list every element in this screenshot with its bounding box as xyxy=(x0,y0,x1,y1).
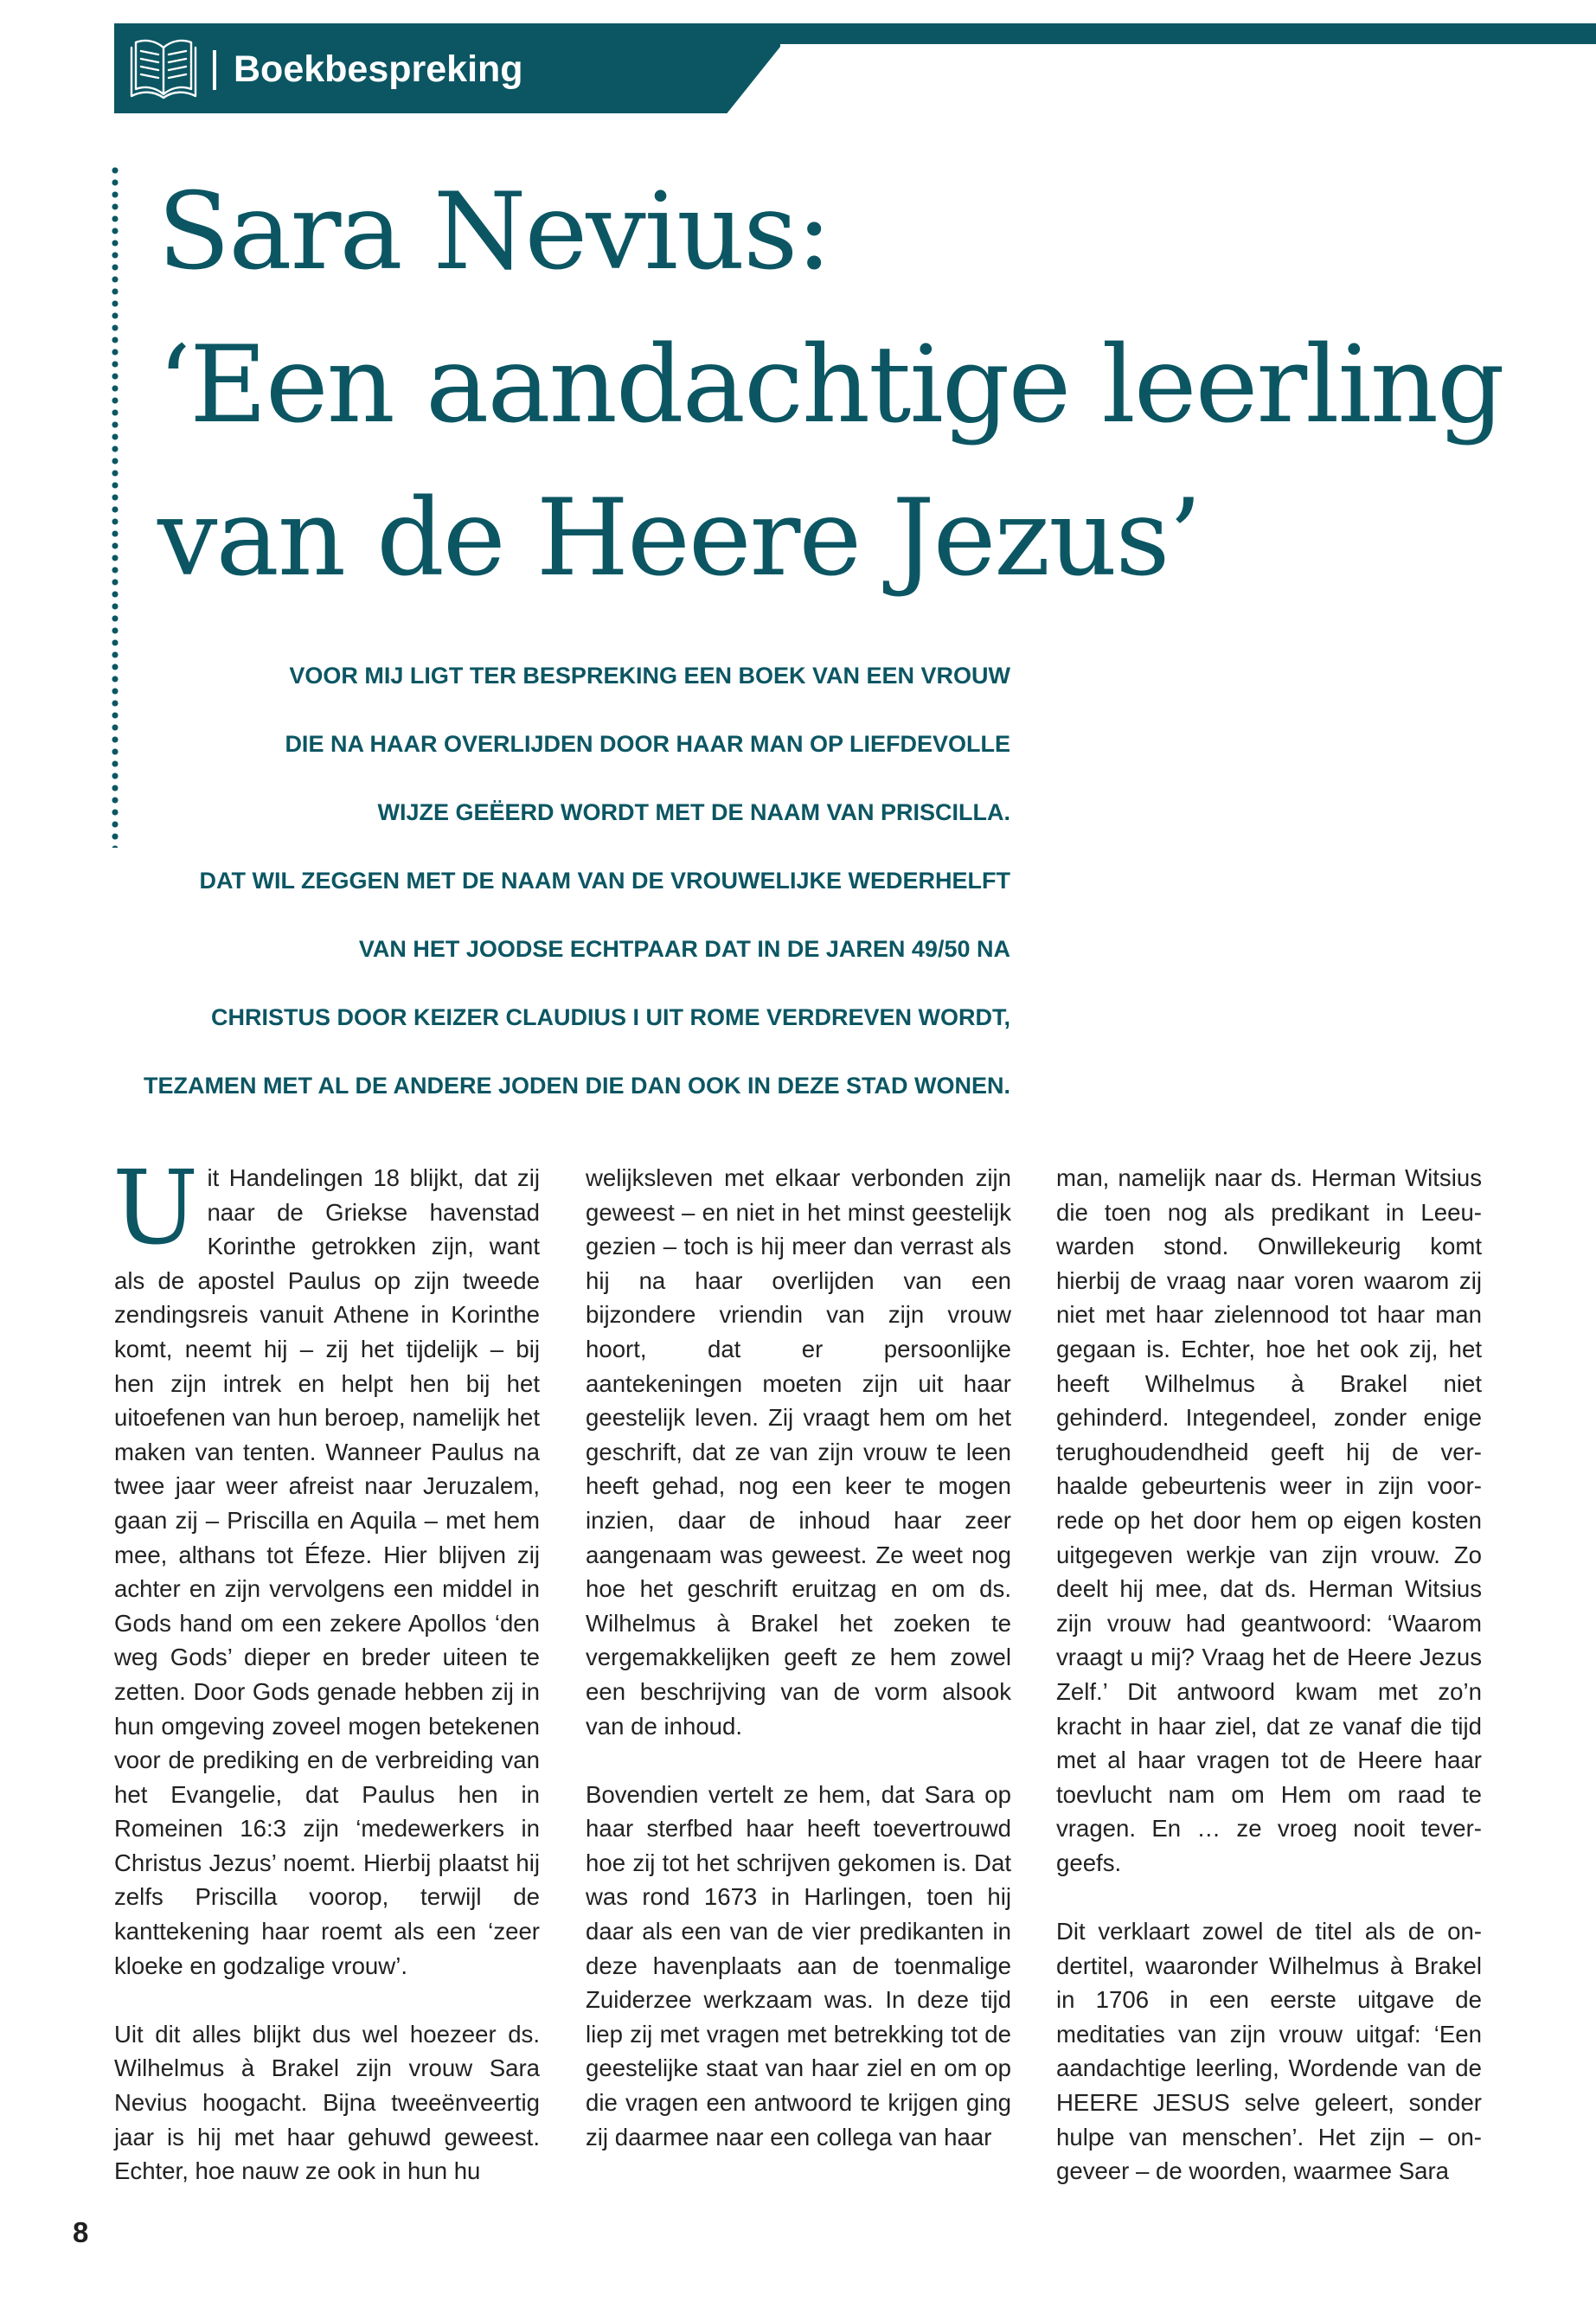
body-column-2 xyxy=(586,1161,1011,2154)
body-paragraph: Bovendien vertelt ze hem, dat Sara op haar sterfbed haar heeft toevertrouwd hoe zij tot het schrijven gekomen is. Dat was rond 1673 in Harlingen, toen hij daar als een van de vier predikanten in deze havenplaats aan de toenmalige Zuiderzee werkzaam was. In deze tijd liep zij met vragen met betrekking tot de geestelijke staat van haar ziel en om op die vragen een antwoord te krijgen ging zij daarmee naar een collega van haar xyxy=(586,1780,1011,2150)
body-paragraph: Dit verklaart zowel de titel als de ondertitel, waaronder Wilhelmus à Brakel in 1706 in een eerste uitgave de meditaties van zijn vrouw uitgaf: ‘Een aandachtige leerling, Wordende van de HEERE JESUS selve geleert, sonder hulpe van menschen’. Het zijn – ongeveer – de woorden, waarmee Sara xyxy=(1056,1918,1482,2185)
article-title xyxy=(157,156,1507,615)
title-line: ‘Een aandachtige leerling xyxy=(157,324,1503,447)
section-label: Boekbespreking xyxy=(234,48,523,90)
paragraph-text: it Handelingen 18 blijkt, dat zij naar de Griekse havenstad Korinthe getrokken zijn, want als de apostel Paulus op zijn tweede zendingsreis vanuit Athene in Korinthe komt, neemt hij – zij het tijdelijk – bij hen zijn intrek en helpt hen bij het uitoefenen van hun beroep, namelijk het maken van tenten. Wanneer Paulus na twee jaar weer afreist naar Jeruzalem, gaan zij – Priscilla en Aquila – met hem mee, althans tot Éfeze. Hier blijven zij achter en zijn vervolgens een middel in Gods hand om een zekere Apollos ‘den weg Gods’ dieper en breder uiteen te zetten. Door Gods genade hebben zij in hun omgeving zoveel mogen betekenen voor de prediking en de verbreiding van het Evangelie, dat Paulus hen in Romeinen 16:3 zijn ‘medewerkers in Christus Jezus’ noemt. Hierbij plaatst hij zelfs Priscilla voorop, terwijl de kanttekening haar roemt als een ‘zeer kloeke en godzalige vrouw’. xyxy=(114,1164,540,1979)
body-column-1 xyxy=(112,1148,540,2189)
body-paragraph: welijksleven met elkaar verbonden zijn geweest – en niet in het minst geestelijk gezien – toch is hij meer dan verrast als hij na haar overlijden van een bijzondere vriendin van zijn vrouw hoort, dat er persoonlijke aantekeningen moeten zijn uit haar geestelijk leven. Zij vraagt hem om het geschrift, dat ze van zijn vrouw te leen heeft gehad, nog een keer te mogen inzien, daar de inhoud haar zeer aangenaam was geweest. Ze weet nog hoe het geschrift eruitzag en om ds. Wilhelmus à Brakel het zoeken te vergemakkelijken geeft ze hem zowel een beschrijving van de vorm alsook van de inhoud. xyxy=(586,1164,1011,1740)
body-column-3 xyxy=(1056,1161,1482,2189)
title-line: Sara Nevius: xyxy=(157,170,830,294)
body-paragraph: man, namelijk naar ds. Herman Witsius die toen nog als predikant in Leeuwarden stond. Onwillekeurig komt hierbij de vraag naar voren waarom zij niet met haar zielennood tot haar man gegaan is. Echter, hoe het ook zij, het heeft Wilhelmus à Brakel niet gehinderd. Integendeel, zonder enige terughoudendheid geeft hij de verhaalde gebeurtenis weer in zijn voorrede op het door hem op eigen kosten uitgegeven werkje van zijn vrouw. Zo deelt hij mee, dat ds. Herman Witsius zijn vrouw had geantwoord: ‘Waarom vraagt u mij? Vraag het de Heere Jezus Zelf.’ Dit antwoord kwam met zo’n kracht in haar ziel, dat ze vanaf die tijd met al haar vragen tot de Heere haar toevlucht nam om Hem om raad te vragen. En … ze vroeg nooit tevergeefs. xyxy=(1056,1164,1482,1876)
intro-line: WIJZE GEËERD WORDT MET DE NAAM VAN PRISCILLA. xyxy=(377,799,1010,825)
intro-lead xyxy=(59,642,1010,1120)
body-paragraph xyxy=(112,1148,540,1983)
open-book-icon xyxy=(128,35,199,103)
intro-line: TEZAMEN MET AL DE ANDERE JODEN DIE DAN OOK IN DEZE STAD WONEN. xyxy=(143,1073,1010,1099)
intro-line: VAN HET JOODSE ECHTPAAR DAT IN DE JAREN 49/50 NA xyxy=(358,936,1010,962)
page-number: 8 xyxy=(73,2216,89,2248)
body-paragraph: Uit dit alles blijkt dus wel hoezeer ds. Wilhelmus à Brakel zijn vrouw Sara Nevius hoogacht. Bijna tweeënveertig jaar is hij met haar gehuwd geweest. Echter, hoe nauw ze ook in hun hu xyxy=(114,2020,540,2185)
intro-line: CHRISTUS DOOR KEIZER CLAUDIUS I UIT ROME VERDREVEN WORDT, xyxy=(210,1004,1010,1030)
intro-line: DIE NA HAAR OVERLIJDEN DOOR HAAR MAN OP LIEFDEVOLLE xyxy=(285,731,1010,757)
title-line: van de Heere Jezus’ xyxy=(157,477,1201,600)
intro-line: VOOR MIJ LIGT TER BESPREKING EEN BOEK VAN EEN VROUW xyxy=(289,663,1010,689)
banner-divider xyxy=(213,50,216,90)
drop-cap: U xyxy=(112,1148,199,1267)
header-strip xyxy=(761,23,1596,44)
intro-line: DAT WIL ZEGGEN MET DE NAAM VAN DE VROUWELIJKE WEDERHELFT xyxy=(199,868,1010,894)
